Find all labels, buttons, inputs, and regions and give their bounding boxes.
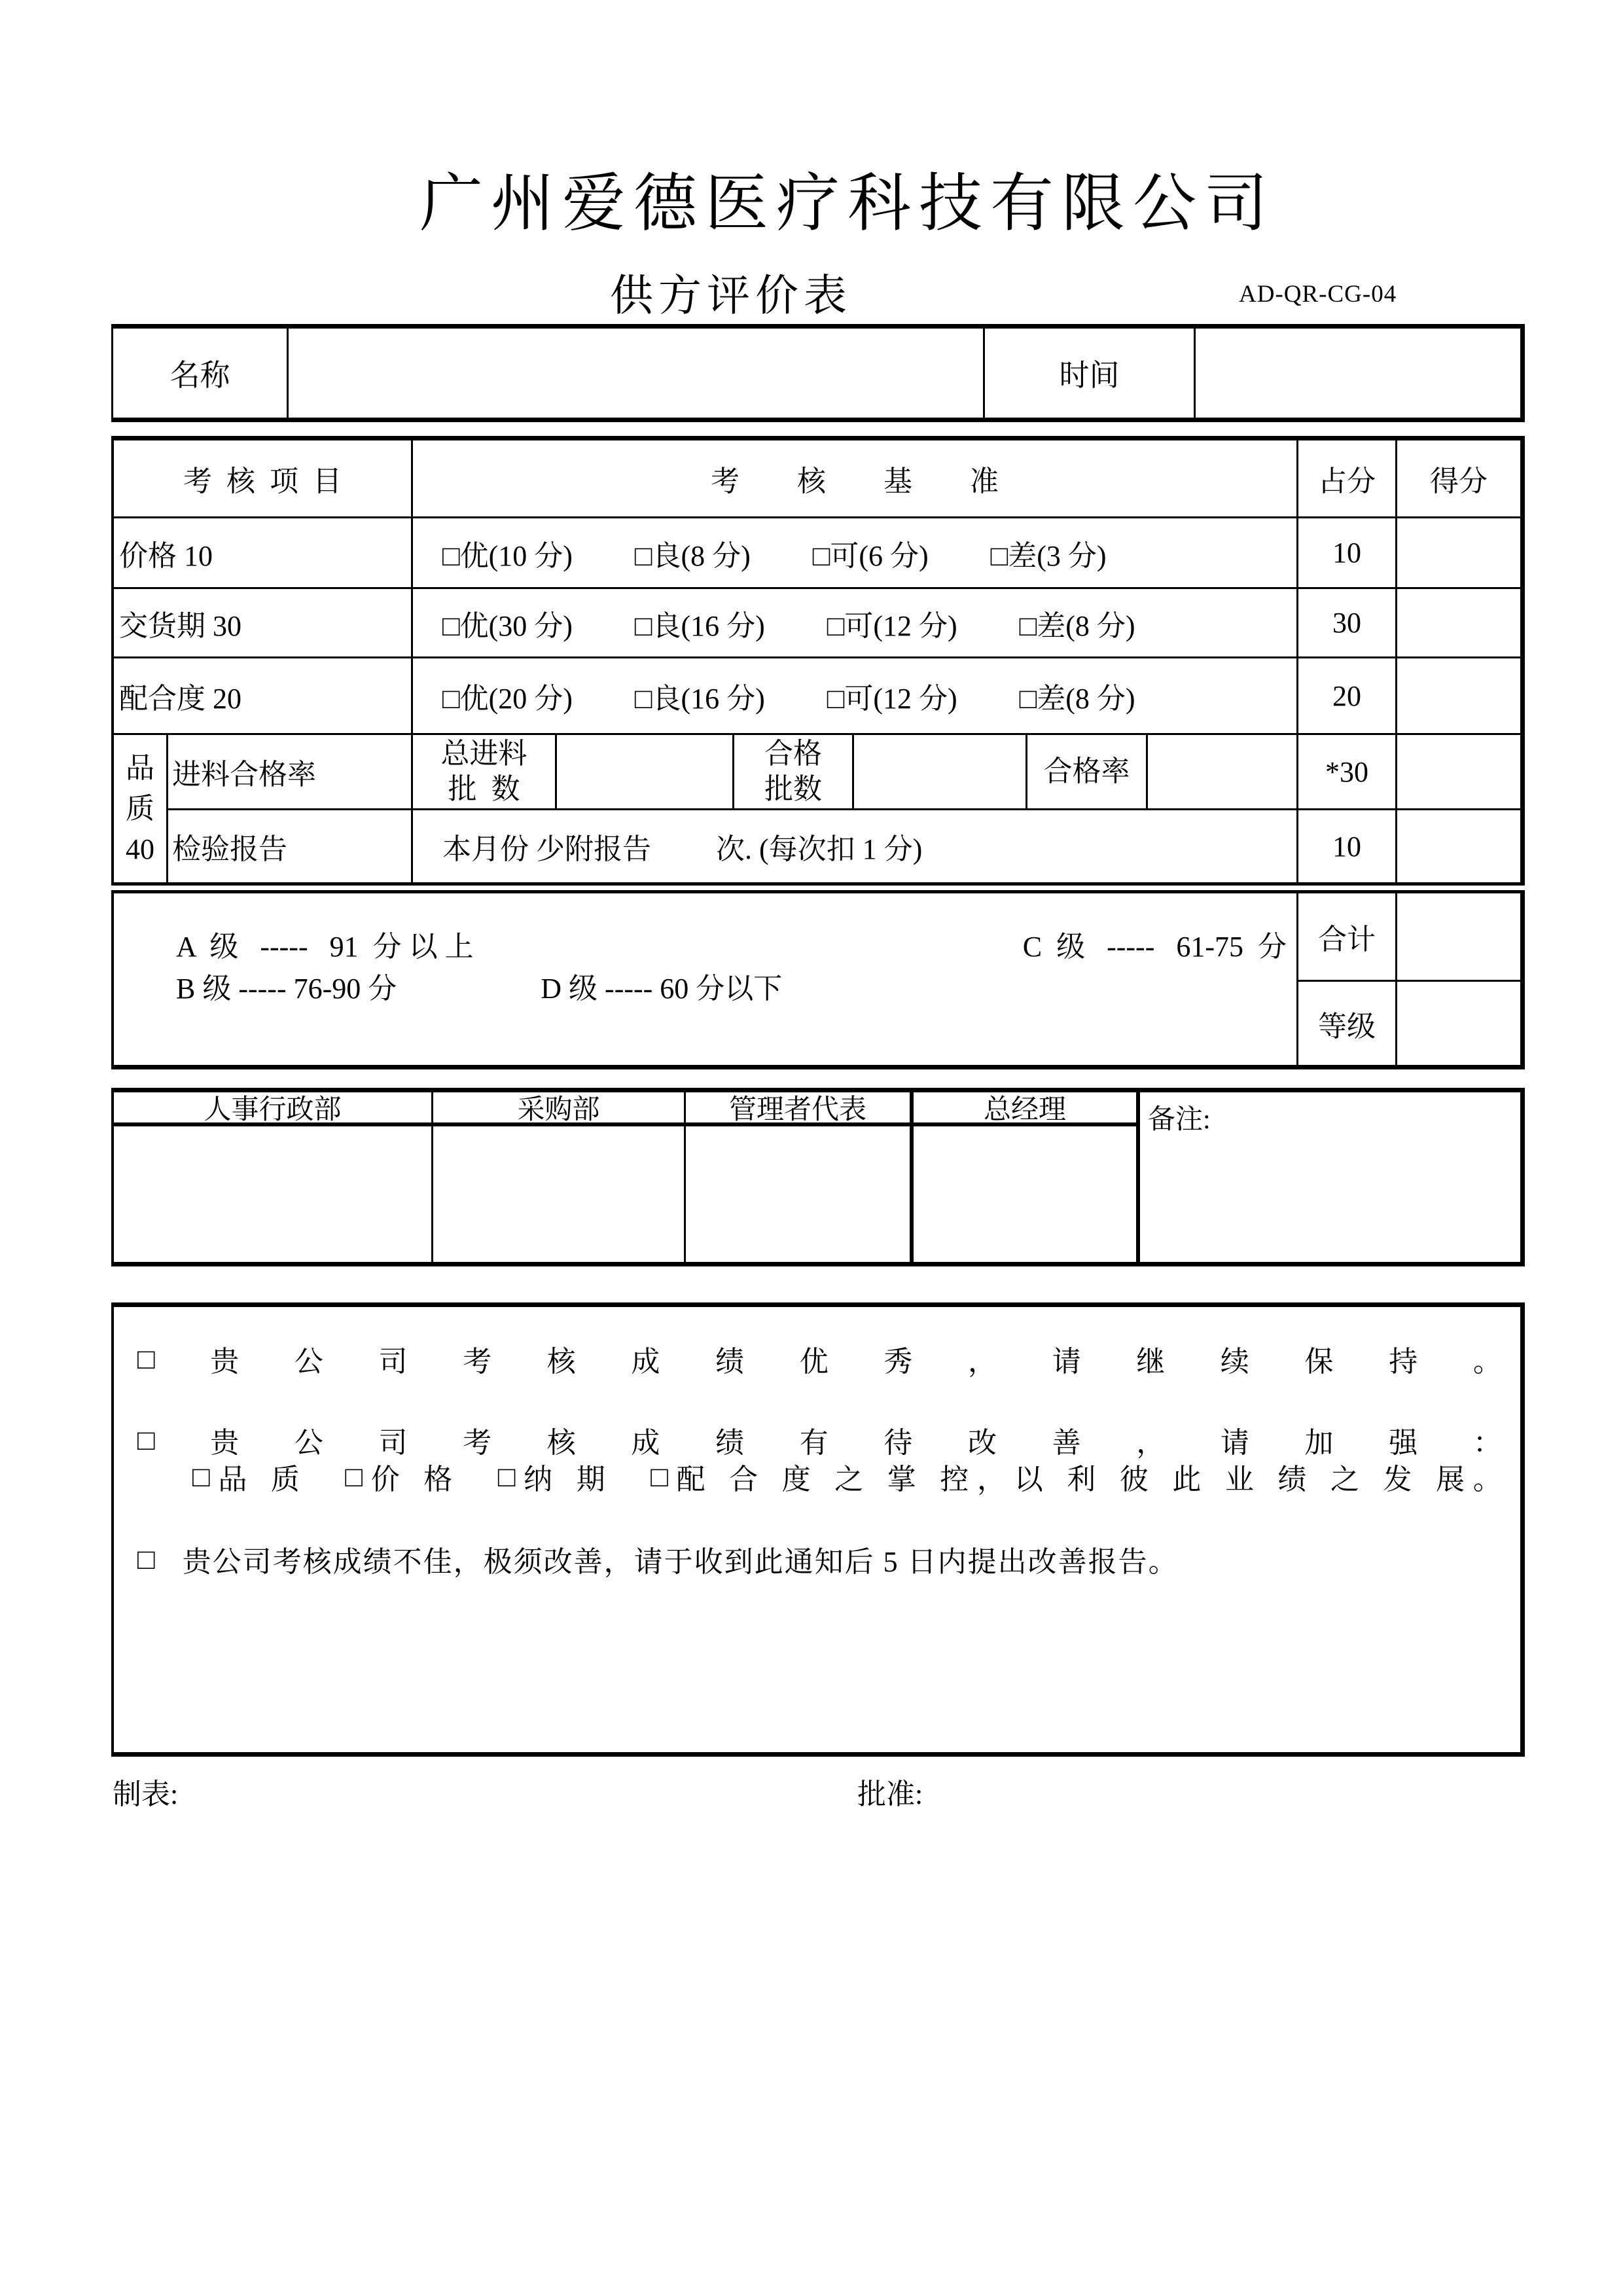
pass-rate-value-field[interactable] (1148, 735, 1298, 808)
signature-area-purchasing[interactable] (433, 1126, 684, 1262)
name-label: 名称 (113, 329, 289, 418)
form-title: 供方评价表 (610, 272, 852, 320)
criteria-cooperation (413, 658, 1298, 733)
quality-char-2: 质 (126, 792, 154, 825)
remark-label: 备注: (1148, 1105, 1211, 1135)
checkbox-option-poor[interactable]: □差(8 分) (1019, 683, 1135, 715)
passed-batches-line1: 合格 (764, 738, 822, 770)
dept-purchasing-label: 采购部 (433, 1092, 684, 1126)
score-pass-rate-field[interactable] (1397, 735, 1520, 808)
total-batches-value-field[interactable] (557, 735, 734, 808)
score-delivery-field[interactable] (1397, 589, 1520, 656)
header-criteria: 考 核 基 准 (413, 440, 1298, 516)
criteria-delivery (413, 589, 1298, 656)
dept-general-manager-label: 总经理 (914, 1092, 1136, 1126)
poor-result-text: 贵公司考核成绩不佳，极须改善，请于收到此通知后 5 日内提出改善报告。 (182, 1546, 1179, 1578)
company-title: 广州爱德医疗科技有限公司 (419, 169, 1275, 239)
info-table (111, 324, 1525, 422)
checkbox-option-excellent[interactable]: □优(30 分) (442, 609, 573, 642)
checkbox-option-poor[interactable]: □差(3 分) (990, 539, 1107, 572)
quality-group-label (114, 735, 168, 882)
total-batches-label (413, 735, 557, 808)
pass-rate-label: 合格率 (1027, 735, 1148, 808)
grade-label: 等级 (1298, 982, 1397, 1065)
statement-improvement-areas[interactable]: □ 品 质 □ 价 格 □ 纳 期 □ 配 合 度 之 掌 控 ， 以 利 彼 此 业 绩 之 发 展 。 (192, 1460, 1502, 1496)
checkbox-option-fair[interactable]: □可(12 分) (827, 609, 957, 642)
item-delivery-label: 交货期 30 (114, 589, 413, 656)
grade-legend (114, 893, 1298, 1065)
evaluation-header-row (114, 440, 1520, 518)
score-price-field[interactable] (1397, 518, 1520, 587)
weight-cooperation: 20 (1298, 658, 1397, 733)
passed-batches-label (734, 735, 854, 808)
signature-area-hr-admin[interactable] (114, 1126, 431, 1262)
statement-excellent-keep-up[interactable]: □ 贵 公 司 考 核 成 绩 优 秀 ， 请 继 续 保 持 。 (137, 1342, 1502, 1378)
total-value-field[interactable] (1397, 893, 1520, 980)
weight-delivery: 30 (1298, 589, 1397, 656)
grade-d-text: D 级 ----- 60 分以下 (541, 973, 783, 1005)
criteria-price (413, 518, 1298, 587)
approved-by-label: 批准: (857, 1778, 923, 1810)
header-weight: 占分 (1298, 440, 1397, 516)
time-value-field[interactable] (1196, 329, 1520, 418)
grade-line-2 (176, 968, 1287, 1010)
passed-batches-value-field[interactable] (854, 735, 1027, 808)
quality-char-1: 品 (126, 751, 154, 784)
signature-area-general-manager[interactable] (914, 1126, 1136, 1262)
name-value-field[interactable] (289, 329, 985, 418)
prepared-by-label: 制表: (113, 1778, 179, 1810)
time-label: 时间 (985, 329, 1196, 418)
checkbox-option-excellent[interactable]: □优(10 分) (442, 539, 573, 572)
row-cooperation (114, 658, 1520, 735)
total-batches-line1: 总进料 (440, 738, 527, 770)
row-inspection-report (168, 810, 1520, 882)
poor-result-checkbox[interactable]: □ (137, 1543, 155, 1575)
item-cooperation-label: 配合度 20 (114, 658, 413, 733)
dept-hr-admin-label: 人事行政部 (114, 1092, 431, 1126)
quality-weight-40: 40 (126, 833, 154, 865)
criteria-report: 本月份 少附报告 次. (每次扣 1 分) (413, 810, 1298, 882)
total-label: 合计 (1298, 893, 1397, 980)
checkbox-option-fair[interactable]: □可(6 分) (812, 539, 929, 572)
statement-poor-result (137, 1538, 1502, 1580)
grade-value-field[interactable] (1397, 982, 1520, 1065)
item-report-label: 检验报告 (168, 810, 413, 882)
score-report-field[interactable] (1397, 810, 1520, 882)
grade-b-text: B 级 ----- 76-90 分 (176, 973, 397, 1005)
evaluation-table (111, 436, 1525, 886)
checkbox-option-fair[interactable]: □可(12 分) (827, 683, 957, 715)
weight-price: 10 (1298, 518, 1397, 587)
dept-management-rep-label: 管理者代表 (686, 1092, 910, 1126)
remark-area[interactable] (1140, 1137, 1520, 1262)
row-incoming-pass-rate (168, 735, 1520, 810)
passed-batches-line2: 批数 (764, 773, 822, 805)
checkbox-option-good[interactable]: □良(8 分) (634, 539, 751, 572)
document-code: AD-QR-CG-04 (1239, 281, 1397, 308)
grade-legend-block (111, 890, 1525, 1069)
item-pass-rate-label: 进料合格率 (168, 735, 413, 808)
statement-needs-improvement[interactable]: □ 贵 公 司 考 核 成 绩 有 待 改 善 ， 请 加 强 ： (137, 1424, 1502, 1459)
quality-section (114, 735, 1520, 882)
checkbox-option-good[interactable]: □良(16 分) (634, 609, 765, 642)
checkbox-option-poor[interactable]: □差(8 分) (1019, 609, 1135, 642)
total-batches-line2: 批 数 (448, 773, 520, 805)
signature-table (111, 1088, 1525, 1266)
item-price-label: 价格 10 (114, 518, 413, 587)
grade-line-1 (176, 926, 1287, 968)
weight-pass-rate: *30 (1298, 735, 1397, 808)
row-delivery (114, 589, 1520, 658)
score-cooperation-field[interactable] (1397, 658, 1520, 733)
checkbox-option-excellent[interactable]: □优(20 分) (442, 683, 573, 715)
signature-area-management-rep[interactable] (686, 1126, 910, 1262)
weight-report: 10 (1298, 810, 1397, 882)
grade-c-text: C 级 ----- 61-75 分 (1022, 931, 1287, 963)
header-score: 得分 (1430, 465, 1488, 497)
result-notice-box (111, 1302, 1525, 1757)
header-item: 考 核 项 目 (114, 440, 413, 516)
row-price (114, 518, 1520, 589)
grade-a-text: A 级 ----- 91 分 以 上 (176, 931, 474, 963)
checkbox-option-good[interactable]: □良(16 分) (634, 683, 765, 715)
